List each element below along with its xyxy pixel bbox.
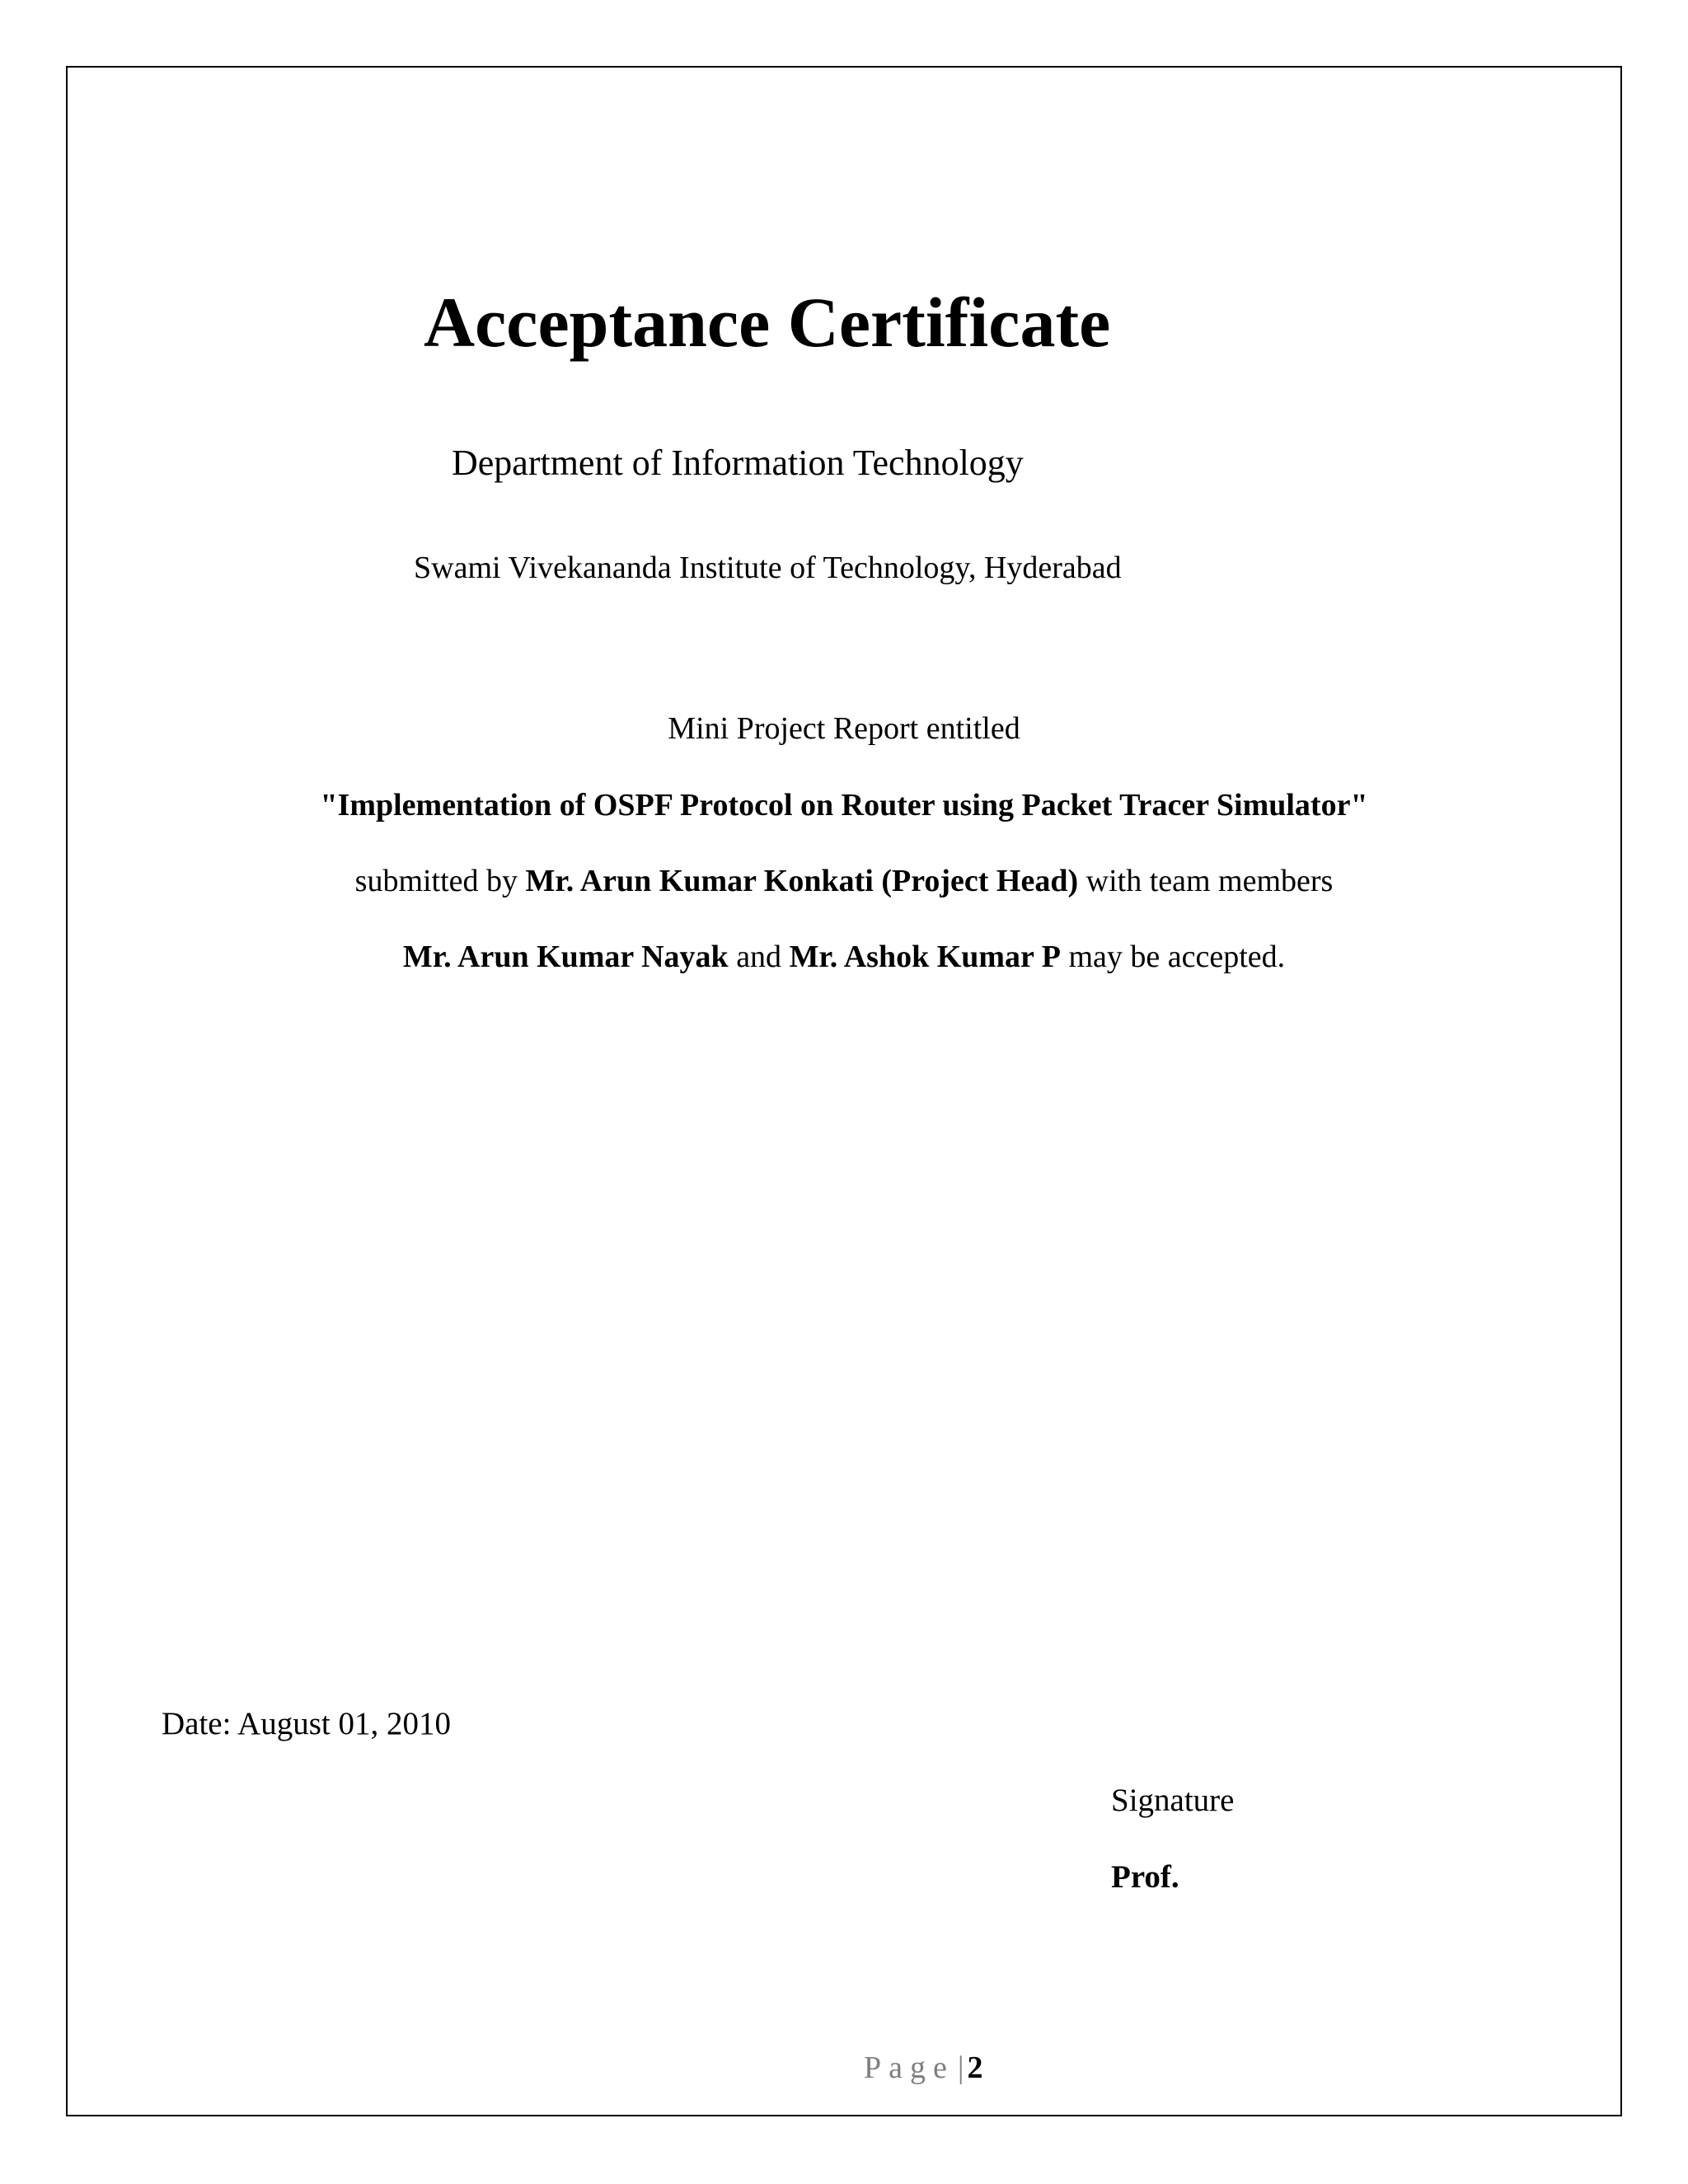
report-title: "Implementation of OSPF Protocol on Router using Packet Tracer Simulator"	[320, 788, 1368, 823]
page-border	[66, 66, 1622, 2116]
team-members-line	[66, 941, 1622, 972]
acceptance-closing: may be accepted.	[1060, 940, 1286, 974]
team-member-1: Mr. Arun Kumar Nayak	[402, 940, 729, 974]
page-separator: |	[957, 2050, 964, 2085]
page-label: Page	[864, 2050, 954, 2085]
certificate-date: Date: August 01, 2010	[162, 1706, 451, 1741]
signatory-title: Prof.	[1111, 1859, 1179, 1895]
certificate-title: Acceptance Certificate	[424, 283, 1111, 362]
submitted-suffix: with team members	[1078, 864, 1334, 898]
project-head-name: Mr. Arun Kumar Konkati (Project Head)	[525, 864, 1079, 898]
members-conjunction: and	[728, 940, 790, 974]
department-name: Department of Information Technology	[452, 443, 1024, 483]
signature-label: Signature	[1111, 1783, 1235, 1818]
submitted-prefix: submitted by	[354, 864, 526, 898]
submitted-by-line	[66, 865, 1622, 897]
report-intro: Mini Project Report entitled	[668, 711, 1020, 746]
page-number: 2	[967, 2050, 983, 2085]
team-member-2: Mr. Ashok Kumar P	[789, 940, 1061, 974]
page-number-footer	[864, 2052, 982, 2083]
institute-name: Swami Vivekananda Institute of Technology, Hyderabad	[414, 551, 1122, 585]
